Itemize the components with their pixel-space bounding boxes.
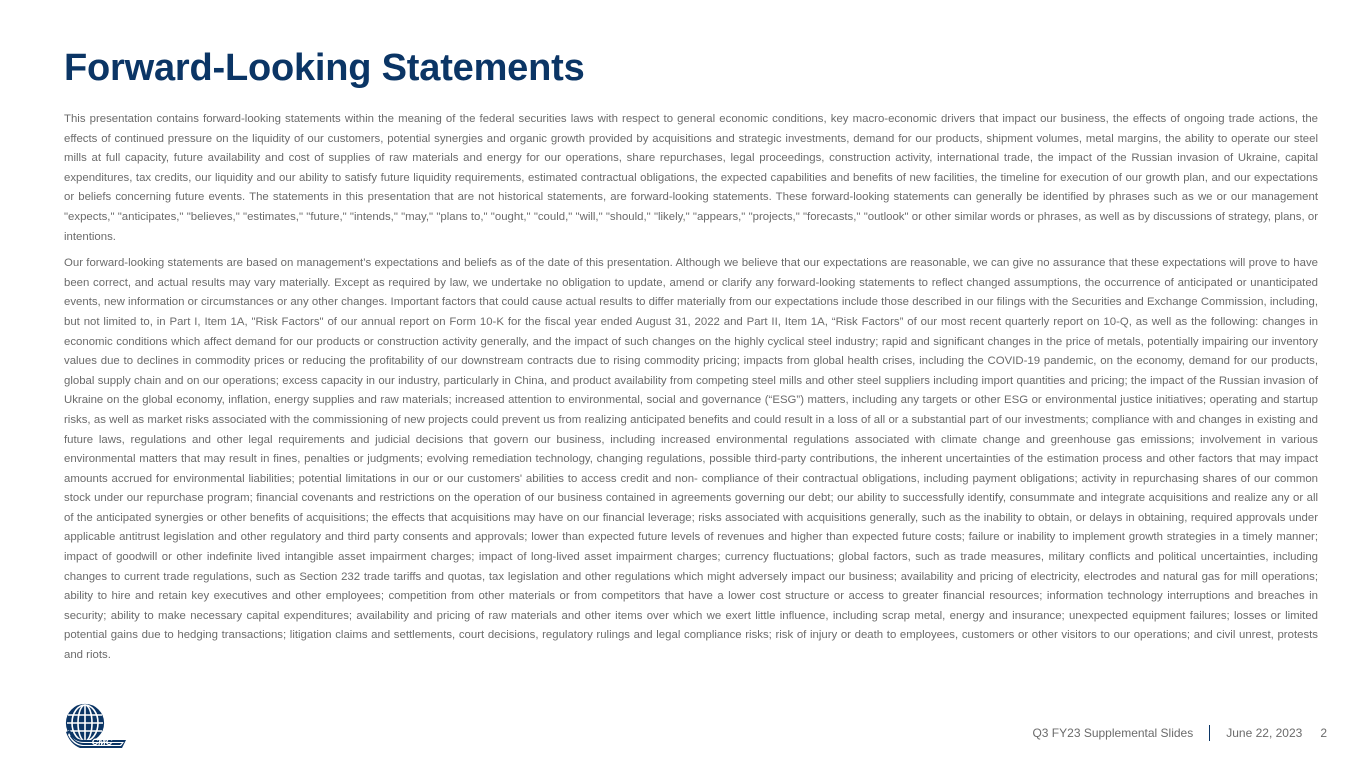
page-title: Forward-Looking Statements	[64, 47, 585, 89]
disclaimer-body	[64, 110, 1318, 673]
globe-icon	[64, 702, 128, 756]
page-number: 2	[1320, 726, 1327, 740]
logo-text: CMC	[91, 737, 113, 748]
cmc-logo	[64, 702, 128, 756]
footer	[1032, 724, 1327, 742]
deck-name: Q3 FY23 Supplemental Slides	[1032, 726, 1194, 740]
footer-divider	[1209, 725, 1210, 741]
footer-date: June 22, 2023	[1226, 726, 1303, 740]
paragraph-2: Our forward-looking statements are based on management’s expectations and beliefs as of the date of this presentation. Although we believe that our expectations are reasonable, we can give no assurance that these expectations will prove to have been correct, and actual results may vary materially. Except as required by law, we undertake no obligation to update, amend or clarify any forward-looking statements to reflect changed assumptions, the occurrence of anticipated or unanticipated events, new information or circumstances or any other changes. Important factors that could cause actual results to differ materially from our expectations include those described in our filings with the Securities and Exchange Commission, including, but not limited to, in Part I, Item 1A, "Risk Factors" of our annual report on Form 10-K for the fiscal year ended August 31, 2022 and Part II, Item 1A, “Risk Factors” of our most recent quarterly report on 10-Q, as well as the following: changes in economic conditions which affect demand for our products or construction activity generally, and the impact of such changes on the highly cyclical steel industry; rapid and significant changes in the price of metals, potentially impairing our inventory values due to declines in commodity prices or reducing the profitability of our downstream contracts due to rising commodity pricing; impacts from global health crises, including the COVID-19 pandemic, on the economy, demand for our products, global supply chain and on our operations; excess capacity in our industry, particularly in China, and product availability from competing steel mills and other steel suppliers including import quantities and pricing; the impact of the Russian invasion of Ukraine on the global economy, inflation, energy supplies and raw materials; increased attention to environmental, social and governance (“ESG”) matters, including any targets or other ESG or environmental justice initiatives; operating and startup risks, as well as market risks associated with the commissioning of new projects could prevent us from realizing anticipated benefits and could result in a loss of all or a substantial part of our investments; compliance with and changes in existing and future laws, regulations and other legal requirements and judicial decisions that govern our business, including increased environmental regulations associated with climate change and greenhouse gas emissions; involvement in various environmental matters that may result in fines, penalties or judgments; evolving remediation technology, changing regulations, possible third-party contributions, the inherent uncertainties of the estimation process and other factors that may impact amounts accrued for environmental liabilities; potential limitations in our or our customers' abilities to access credit and non- compliance of their contractual obligations, including payment obligations; activity in repurchasing shares of our common stock under our repurchase program; financial covenants and restrictions on the operation of our business contained in agreements governing our debt; our ability to successfully identify, consummate and integrate acquisitions and realize any or all of the anticipated synergies or other benefits of acquisitions; the effects that acquisitions may have on our financial leverage; risks associated with acquisitions generally, such as the inability to obtain, or delays in obtaining, required approvals under applicable antitrust legislation and other regulatory and third party consents and approvals; lower than expected future levels of revenues and higher than expected future costs; failure or inability to implement growth strategies in a timely manner; impact of goodwill or other indefinite lived intangible asset impairment charges; impact of long-lived asset impairment charges; currency fluctuations; global factors, such as trade measures, military conflicts and political uncertainties, including changes to current trade regulations, such as Section 232 trade tariffs and quotas, tax legislation and other regulations which might adversely impact our business; availability and pricing of electricity, electrodes and natural gas for mill operations; ability to hire and retain key executives and other employees; competition from other materials or from competitors that have a lower cost structure or access to greater financial resources; information technology interruptions and breaches in security; ability to make necessary capital expenditures; availability and pricing of raw materials and other items over which we exert little influence, including scrap metal, energy and insurance; unexpected equipment failures; losses or limited potential gains due to hedging transactions; litigation claims and settlements, court decisions, regulatory rulings and legal compliance risks; risk of injury or death to employees, customers or other visitors to our operations; and civil unrest, protests and riots.	[64, 257, 1318, 662]
paragraph-1: This presentation contains forward-looking statements within the meaning of the federal securities laws with respect to general economic conditions, key macro-economic drivers that impact our business, the effects of ongoing trade actions, the effects of continued pressure on the liquidity of our customers, potential synergies and organic growth provided by acquisitions and strategic investments, demand for our products, shipment volumes, metal margins, the ability to operate our steel mills at full capacity, future availability and cost of supplies of raw materials and energy for our operations, share repurchases, legal proceedings, construction activity, international trade, the impact of the Russian invasion of Ukraine, capital expenditures, tax credits, our liquidity and our ability to satisfy future liquidity requirements, estimated contractual obligations, the expected capabilities and benefits of new facilities, the timeline for execution of our growth plan, and our expectations or beliefs concerning future events. The statements in this presentation that are not historical statements, are forward-looking statements. These forward-looking statements can generally be identified by phrases such as we or our management "expects," "anticipates," "believes," "estimates," "future," "intends," "may," "plans to," "ought," "could," "will," "should," "likely," "appears," "projects," "forecasts," "outlook" or other similar words or phrases, as well as by discussions of strategy, plans, or intentions.	[64, 113, 1318, 243]
